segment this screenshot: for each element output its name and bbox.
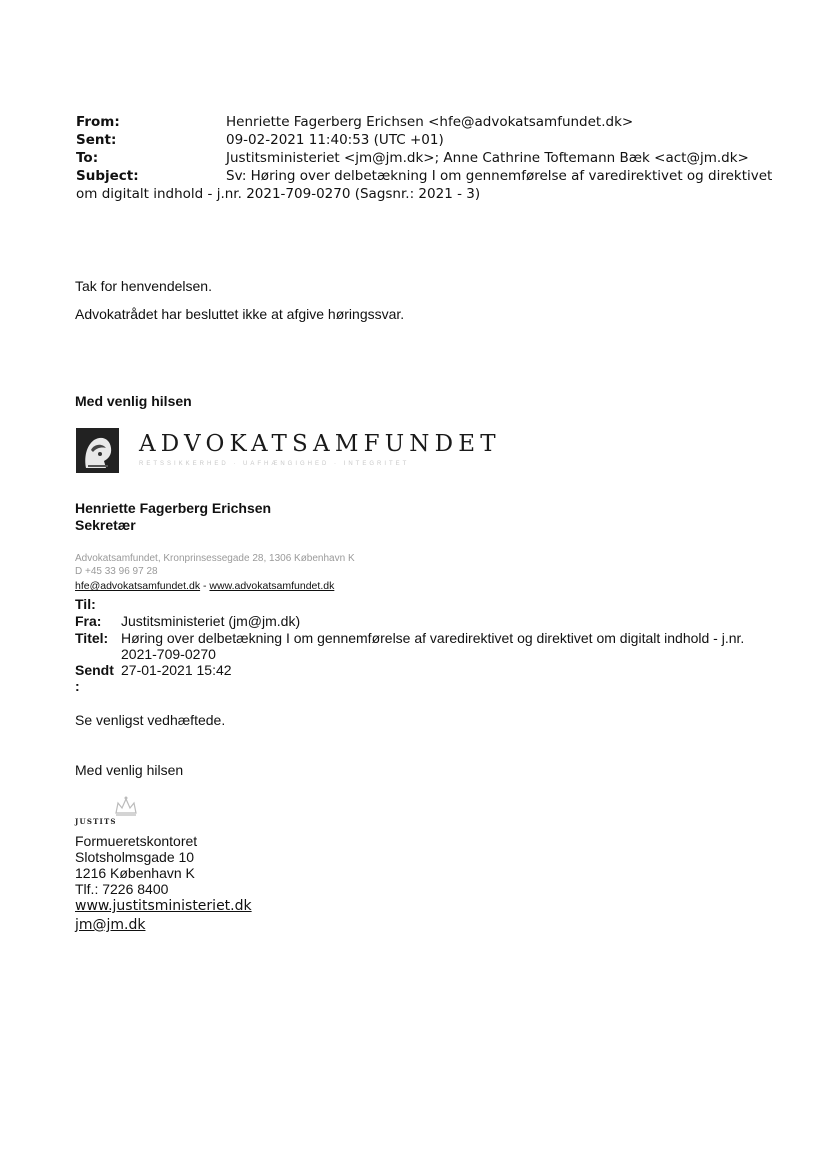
- titel-label: Titel:: [75, 630, 109, 646]
- sendt-value: 27-01-2021 15:42: [121, 662, 232, 678]
- ministry-office: Formueretskontoret: [75, 833, 198, 849]
- ministry-email-link[interactable]: jm@jm.dk: [75, 917, 146, 933]
- crown-crest-icon: [112, 795, 140, 817]
- ministry-street: Slotsholmsgade 10: [75, 849, 195, 865]
- fra-label: Fra:: [75, 613, 102, 629]
- til-label: Til:: [75, 596, 96, 612]
- signature-separator: -: [203, 580, 207, 592]
- reply-greeting: Med venlig hilsen: [75, 393, 192, 409]
- ministry-website-link[interactable]: www.justitsministeriet.dk: [75, 898, 252, 914]
- reply-line-1: Tak for henvendelsen.: [75, 278, 212, 294]
- justits-logo-text: JUSTITS: [75, 817, 117, 826]
- forwarded-body: Se venligst vedhæftede.: [75, 712, 226, 728]
- signature-address: Advokatsamfundet, Kronprinsessegade 28, 1306 København K: [75, 553, 355, 564]
- from-label: From:: [76, 114, 120, 130]
- advokatsamfundet-logo-text: ADVOKATSAMFUNDET: [139, 431, 501, 457]
- sent-value: 09-02-2021 11:40:53 (UTC +01): [226, 132, 444, 148]
- advokatsamfundet-logo-tagline: RETSSIKKERHED · UAFHÆNGIGHED · INTEGRITET: [139, 461, 410, 467]
- titel-value-line2: 2021-709-0270: [121, 646, 216, 662]
- from-value: Henriette Fagerberg Erichsen <hfe@advokatsamfundet.dk>: [226, 114, 634, 130]
- signature-name: Henriette Fagerberg Erichsen: [75, 500, 272, 516]
- titel-value-line1: Høring over delbetækning I om gennemførelse af varedirektivet og direktivet om digitalt indhold - j.nr.: [121, 630, 745, 646]
- reply-line-2: Advokatrådet har besluttet ikke at afgive høringssvar.: [75, 306, 405, 322]
- helmet-head-icon: [76, 428, 119, 473]
- sendt-label: Sendt: [75, 662, 114, 678]
- signature-contact-line: [75, 580, 334, 592]
- subject-label: Subject:: [76, 168, 139, 184]
- to-value: Justitsministeriet <jm@jm.dk>; Anne Cathrine Toftemann Bæk <act@jm.dk>: [226, 150, 749, 166]
- subject-value-line1: Sv: Høring over delbetækning I om gennemførelse af varedirektivet og direktivet: [226, 168, 773, 184]
- ministry-phone: Tlf.: 7226 8400: [75, 881, 169, 897]
- signature-phone: D +45 33 96 97 28: [75, 566, 158, 577]
- email-header: [76, 113, 776, 205]
- to-label: To:: [76, 150, 99, 166]
- signature-title: Sekretær: [75, 517, 136, 533]
- sendt-label-colon: :: [75, 678, 80, 694]
- ministry-city: 1216 København K: [75, 865, 195, 881]
- sent-label: Sent:: [76, 132, 117, 148]
- fra-value: Justitsministeriet (jm@jm.dk): [121, 613, 301, 629]
- signature-email-link[interactable]: hfe@advokatsamfundet.dk: [75, 580, 201, 592]
- signature-website-link[interactable]: www.advokatsamfundet.dk: [209, 580, 335, 592]
- forwarded-greeting: Med venlig hilsen: [75, 762, 184, 778]
- subject-value-line2: om digitalt indhold - j.nr. 2021-709-0270 (Sagsnr.: 2021 - 3): [76, 186, 481, 202]
